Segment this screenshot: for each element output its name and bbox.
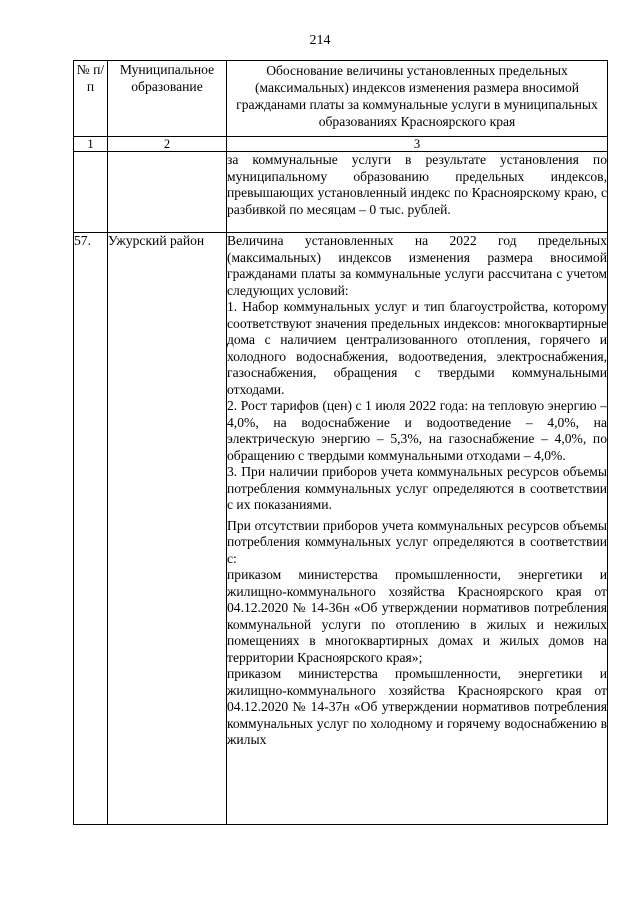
column-number-1: 1	[74, 137, 108, 152]
column-number-2: 2	[108, 137, 227, 152]
table-row	[74, 233, 608, 825]
paragraph: При отсутствии приборов учета коммунальных ресурсов объемы потребления коммунальных услуг определяются в соответствии с:	[227, 517, 607, 566]
entry-municipality: Ужурский район	[108, 233, 227, 825]
column-number-3: 3	[227, 137, 608, 152]
column-numbers-row	[74, 137, 608, 152]
table-header-row	[74, 61, 608, 137]
justification-table	[73, 60, 608, 825]
paragraph: Величина установленных на 2022 год предельных (максимальных) индексов изменения размера вносимой гражданами платы за коммунальные услуги рассчитана с учетом следующих условий:	[227, 233, 607, 298]
paragraph: приказом министерства промышленности, энергетики и жилищно-коммунального хозяйства Красноярского края от 04.12.2020 № 14-37н «Об утверждении нормативов потребления коммунальных услуг по холодному и горячему водоснабжению в жилых	[227, 666, 607, 747]
header-justification: Обоснование величины установленных предельных (максимальных) индексов изменения размера вносимой гражданами платы за коммунальные услуги в муниципальных образованиях Красноярского края	[227, 61, 608, 137]
empty-municipality-cell	[108, 152, 227, 233]
paragraph: 3. При наличии приборов учета коммунальных ресурсов объемы потребления коммунальных услуг определяются в соответствии с их показаниями.	[227, 464, 607, 512]
empty-number-cell	[74, 152, 108, 233]
paragraph: 1. Набор коммунальных услуг и тип благоустройства, которому соответствуют значения предельных индексов: многоквартирные дома с наличием централизованного отопления, горячего и холодного водоснабжения, водоотведения, электроснабжения, газоснабжения, обращения с твердыми коммунальными отходами.	[227, 299, 607, 397]
paragraph: приказом министерства промышленности, энергетики и жилищно-коммунального хозяйства Красноярского края от 04.12.2020 № 14-36н «Об утверждении нормативов потребления коммунальной услуги по отоплению в жилых и нежилых помещениях в многоквартирных домах и жилых домов на территории Красноярского края»;	[227, 567, 607, 665]
table-row	[74, 152, 608, 233]
header-number: № п/п	[74, 61, 108, 137]
entry-justification	[227, 233, 608, 825]
entry-number: 57.	[74, 233, 108, 825]
paragraph: 2. Рост тарифов (цен) с 1 июля 2022 года: на тепловую энергию – 4,0%, на водоснабжение и водоотведение – 4,0%, на электрическую энергию – 5,3%, на газоснабжение – 4,0%, по обращению с твердыми коммунальными отходами – 4,0%.	[227, 398, 607, 463]
header-municipality: Муниципальное образование	[108, 61, 227, 137]
page-number: 214	[309, 33, 331, 48]
continuation-text: за коммунальные услуги в результате установления по муниципальному образованию предельных индексов, превышающих установленный индекс по Красноярскому краю, с разбивкой по месяцам – 0 тыс. рублей.	[227, 152, 608, 233]
